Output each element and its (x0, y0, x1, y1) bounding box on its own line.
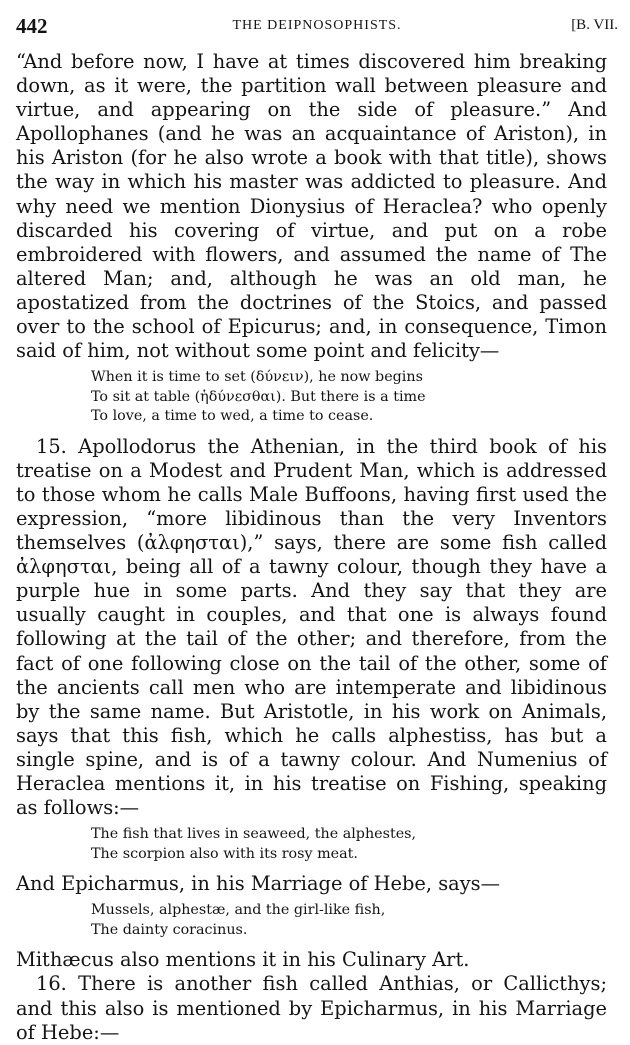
verse-line: Mussels, alphestæ, and the girl-like fish, (91, 902, 386, 919)
page-body (16, 50, 607, 1045)
verse-line: When it is time to set (δύνειν), he now begins (91, 369, 423, 386)
page-header (16, 14, 618, 44)
verse-line: To love, a time to wed, a time to cease. (91, 408, 374, 425)
paragraph-section-15: 15. Apollodorus the Athenian, in the third book of his treatise on a Modest and Prudent Man, which is addressed to those whom he calls Male Buffoons, having first used the expression, “more libidinous than the very Inventors themselves (ἀλφησται),” says, there are some fish called ἀλφησται, being all of a tawny colour, though they have a purple hue in some parts. And they say that they are usually caught in couples, and that one is always found following at the tail of the other; and therefore, from the fact of one following close on the tail of the other, some of the ancients call men who are intemperate and libidinous by the same name. But Aristotle, in his work on Animals, says that this fish, which he calls alphestiss, has but a single spine, and is of a tawny colour. And Numenius of Heraclea mentions it, in his treatise on Fishing, speaking as follows:— (16, 434, 607, 820)
paragraph-continuation: “And before now, I have at times discovered him breaking down, as it were, the partition wall between pleasure and virtue, and appearing on the side of pleasure.” And Apollophanes (and he was an acquaintance of Ariston), in his Ariston (for he also wrote a book with that title), shows the way in which his master was addicted to pleasure. And why need we mention Dionysius of Heraclea? who openly discarded his covering of virtue, and put on a robe embroidered with flowers, and assumed the name of The altered Man; and, although he was an old man, he apostatized from the doctrines of the Stoics, and passed over to the school of Epicurus; and, in consequence, Timon said of him, not without some point and felicity— (16, 50, 607, 363)
running-head: THE DEIPNOSOPHISTS. (232, 18, 402, 33)
verse-line: The fish that lives in seaweed, the alphestes, (91, 826, 417, 843)
verse-line: To sit at table (ἡδύνεσθαι). But there is a time (91, 388, 426, 405)
verse-line: The scorpion also with its rosy meat. (91, 845, 358, 862)
verse-line: The dainty coracinus. (91, 921, 248, 938)
page-number: 442 (16, 14, 48, 38)
book-reference: [B. VII. (571, 17, 618, 33)
verse-quotation-epicharmus (91, 901, 607, 940)
paragraph-epicharmus: And Epicharmus, in his Marriage of Hebe, says— (16, 872, 501, 896)
paragraph-mithaecus: Mithæcus also mentions it in his Culinary Art. (16, 948, 470, 972)
paragraph-section-16: 16. There is another fish called Anthias, or Callicthys; and this also is mentioned by Epicharmus, in his Marriage of Hebe:— (16, 972, 607, 1044)
verse-quotation-numenius (91, 825, 607, 864)
verse-quotation-timon (91, 368, 607, 427)
